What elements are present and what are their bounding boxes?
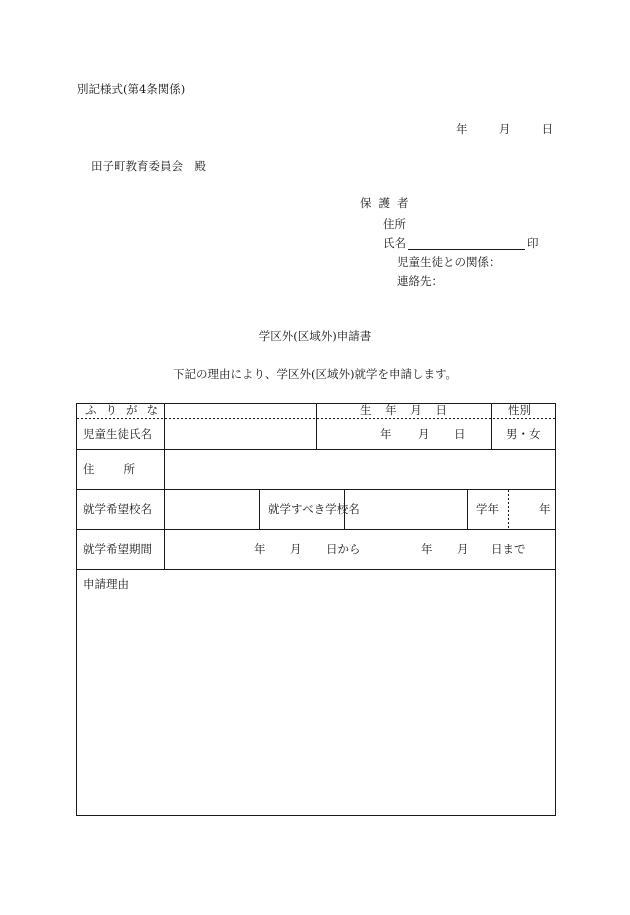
period-to-month: 月 xyxy=(457,542,469,556)
document-title: 学区外(区域外)申請書 xyxy=(258,329,372,343)
guardian-label: 保護者 xyxy=(360,196,416,210)
birth-year: 年 xyxy=(380,427,392,441)
period-from-month: 月 xyxy=(290,542,302,556)
birth-day: 日 xyxy=(454,427,466,441)
student-name-label: 児童生徒氏名 xyxy=(83,427,152,441)
furigana-label: ふりがな xyxy=(85,403,167,417)
table-border xyxy=(77,404,556,816)
period-to-day: 日まで xyxy=(491,542,526,556)
date-month: 月 xyxy=(498,122,511,136)
birth-header: 生 年 月 日 xyxy=(360,403,450,417)
date-year: 年 xyxy=(456,122,468,136)
reason-label: 申請理由 xyxy=(83,577,129,591)
date-line xyxy=(456,124,553,136)
name-label: 氏名 xyxy=(383,236,406,250)
seal-mark: 印 xyxy=(527,236,539,250)
desired-school-label: 就学希望校名 xyxy=(83,502,152,516)
gender-options[interactable]: 男・女 xyxy=(506,427,541,441)
period-to-year: 年 xyxy=(421,542,433,556)
assigned-school-label: 就学すべき学校名 xyxy=(268,502,360,516)
gender-header: 性別 xyxy=(508,403,531,417)
table-address-label: 住 所 xyxy=(83,462,137,476)
date-day: 日 xyxy=(541,122,554,136)
form-label: 別記様式(第4条関係) xyxy=(77,82,186,96)
contact-label: 連絡先： xyxy=(397,274,443,288)
recipient: 田子町教育委員会 殿 xyxy=(91,159,206,173)
document-lead: 下記の理由により、学区外(区域外)就学を申請します。 xyxy=(172,367,458,381)
name-underline[interactable] xyxy=(408,249,525,250)
period-from-day: 日から xyxy=(326,542,361,556)
period-from-year: 年 xyxy=(254,542,266,556)
grade-label: 学年 xyxy=(476,502,499,516)
address-label: 住所 xyxy=(383,217,406,231)
grade-unit: 年 xyxy=(539,502,551,516)
period-label: 就学希望期間 xyxy=(83,542,152,556)
relation-label: 児童生徒との関係： xyxy=(397,255,501,269)
birth-month: 月 xyxy=(418,427,430,441)
